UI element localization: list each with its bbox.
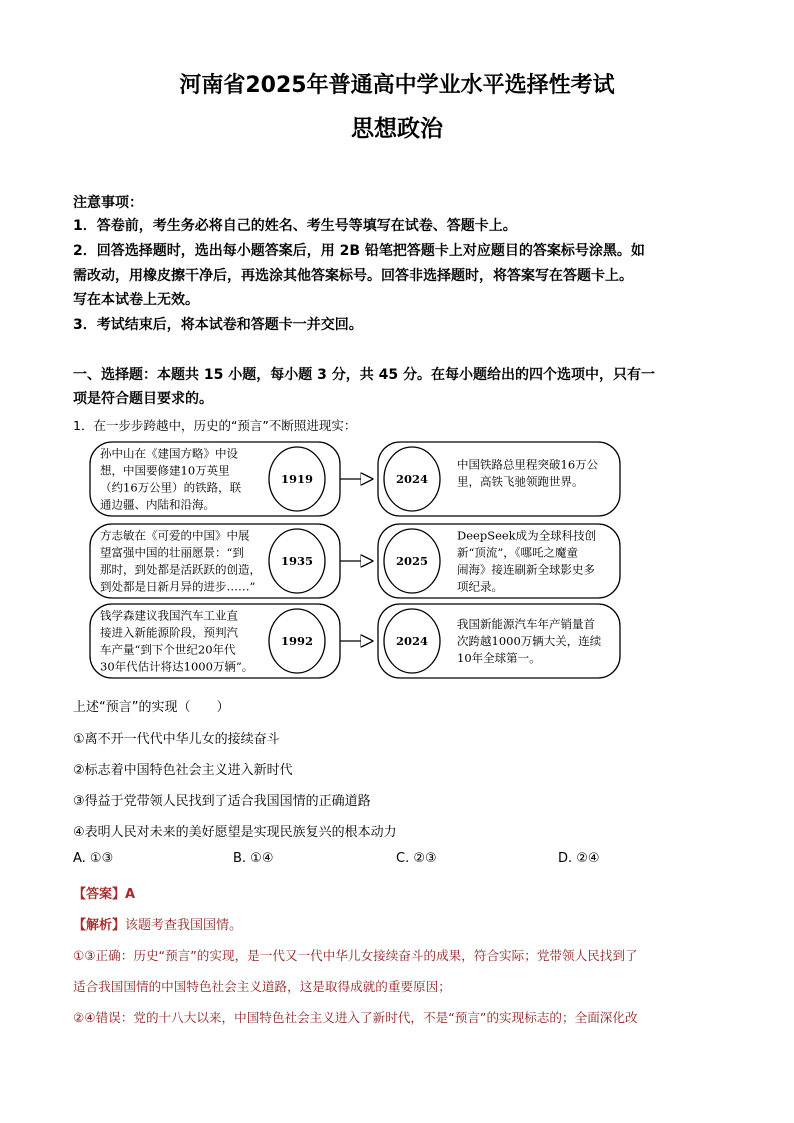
notice-item: 需改动，用橡皮擦干净后，再选涂其他答案标号。回答非选择题时，将答案写在答题卡上。 (73, 268, 633, 284)
question-stem: 1．在一步步跨越中，历史的“预言”不断照进现实： (73, 418, 357, 433)
prophecy-text: 那时，到处都是活跃跃的创造， (100, 562, 261, 577)
choice-c: C. ②③ (396, 851, 437, 866)
choice-d: D. ②④ (558, 851, 600, 866)
prophecy-text: 方志敏在《可爱的中国》中展 (100, 528, 250, 543)
statement: ④表明人民对未来的美好愿望是实现民族复兴的根本动力 (73, 825, 397, 840)
timeline-diagram (0, 438, 794, 698)
choice-a: A. ①③ (73, 851, 114, 866)
analysis-detail: 适合我国国情的中国特色社会主义道路，这是取得成就的重要原因； (73, 979, 451, 994)
reality-text: DeepSeek成为全球科技创 (457, 528, 597, 543)
reality-text: 新“顶流”，《哪吒之魔童 (457, 545, 579, 560)
choice-b: B. ①④ (233, 851, 274, 866)
reality-text: 我国新能源汽车年产销量首 (457, 617, 595, 631)
section-heading: 一、选择题：本题共 15 小题，每小题 3 分，共 45 分。在每小题给出的四个选项中，只有一 (73, 367, 655, 383)
section-heading-cont: 项是符合题目要求的。 (73, 391, 213, 407)
statement: ②标志着中国特色社会主义进入新时代 (73, 763, 293, 778)
prophecy-text: 到处都是日新月异的进步……” (100, 579, 256, 594)
prophecy-text: 钱学森建议我国汽车工业直 (100, 608, 238, 623)
year-from: 1992 (280, 634, 314, 648)
year-from: 1919 (280, 472, 314, 486)
year-to: 2025 (395, 554, 429, 568)
year-to: 2024 (395, 634, 429, 648)
statement: ①离不开一代代中华儿女的接续奋斗 (73, 732, 280, 747)
prophecy-text: 30年代估计将达1000万辆”。 (100, 659, 254, 674)
notice-item: 2．回答选择题时，选出每小题答案后，用 2B 铅笔把答题卡上对应题目的答案标号涂黑。如 (73, 243, 645, 259)
prophecy-text: 孙中山在《建国方略》中设 (100, 446, 238, 461)
prophecy-text: （约16万公里）的铁路，联 (100, 480, 242, 495)
notice-item: 写在本试卷上无效。 (73, 292, 199, 308)
prophecy-text: 望富强中国的壮丽愿景：“到 (100, 545, 244, 560)
reality-text: 10年全球第一。 (457, 651, 541, 665)
analysis-detail: ①③正确：历史“预言”的实现，是一代又一代中华儿女接续奋斗的成果，符合实际；党带领人民找到了 (73, 948, 638, 963)
year-from: 1935 (280, 554, 314, 568)
exam-title: 河南省2025年普通高中学业水平选择性考试 (179, 73, 615, 98)
prophecy-text: 想，中国要修建10万英里 (100, 463, 230, 478)
analysis-line (73, 914, 242, 933)
analysis-detail: ②④错误：党的十八大以来，中国特色社会主义进入了新时代，不是“预言”的实现标志的；全面深化改 (73, 1010, 638, 1025)
notice-item: 1．答卷前，考生务必将自己的姓名、考生号等填写在试卷、答题卡上。 (73, 218, 517, 234)
statement: ③得益于党带领人民找到了适合我国国情的正确道路 (73, 794, 371, 809)
reality-text: 闹海》接连刷新全球影史多 (457, 562, 595, 577)
prophecy-text: 车产量“到下个世纪20年代 (100, 642, 236, 657)
notice-heading: 注意事项： (73, 195, 143, 211)
question-prompt: 上述“预言”的实现（ ） (73, 700, 230, 715)
analysis-label: 【解析】 (73, 918, 126, 933)
reality-text: 项纪录。 (457, 579, 503, 594)
prophecy-text: 通边疆、内陆和沿海。 (100, 497, 215, 512)
reality-text: 里，高铁飞驰领跑世界。 (457, 474, 584, 489)
notice-item: 3．考试结束后，将本试卷和答题卡一并交回。 (73, 317, 363, 333)
answer-label: 【答案】A (73, 887, 136, 902)
subject-title: 思想政治 (351, 116, 443, 142)
analysis-text: 该题考查我国国情。 (125, 918, 243, 933)
reality-text: 中国铁路总里程突破16万公 (457, 457, 599, 472)
year-to: 2024 (395, 472, 429, 486)
reality-text: 次跨越1000万辆大关，连续 (457, 634, 602, 648)
prophecy-text: 接进入新能源阶段，预判汽 (100, 625, 238, 640)
